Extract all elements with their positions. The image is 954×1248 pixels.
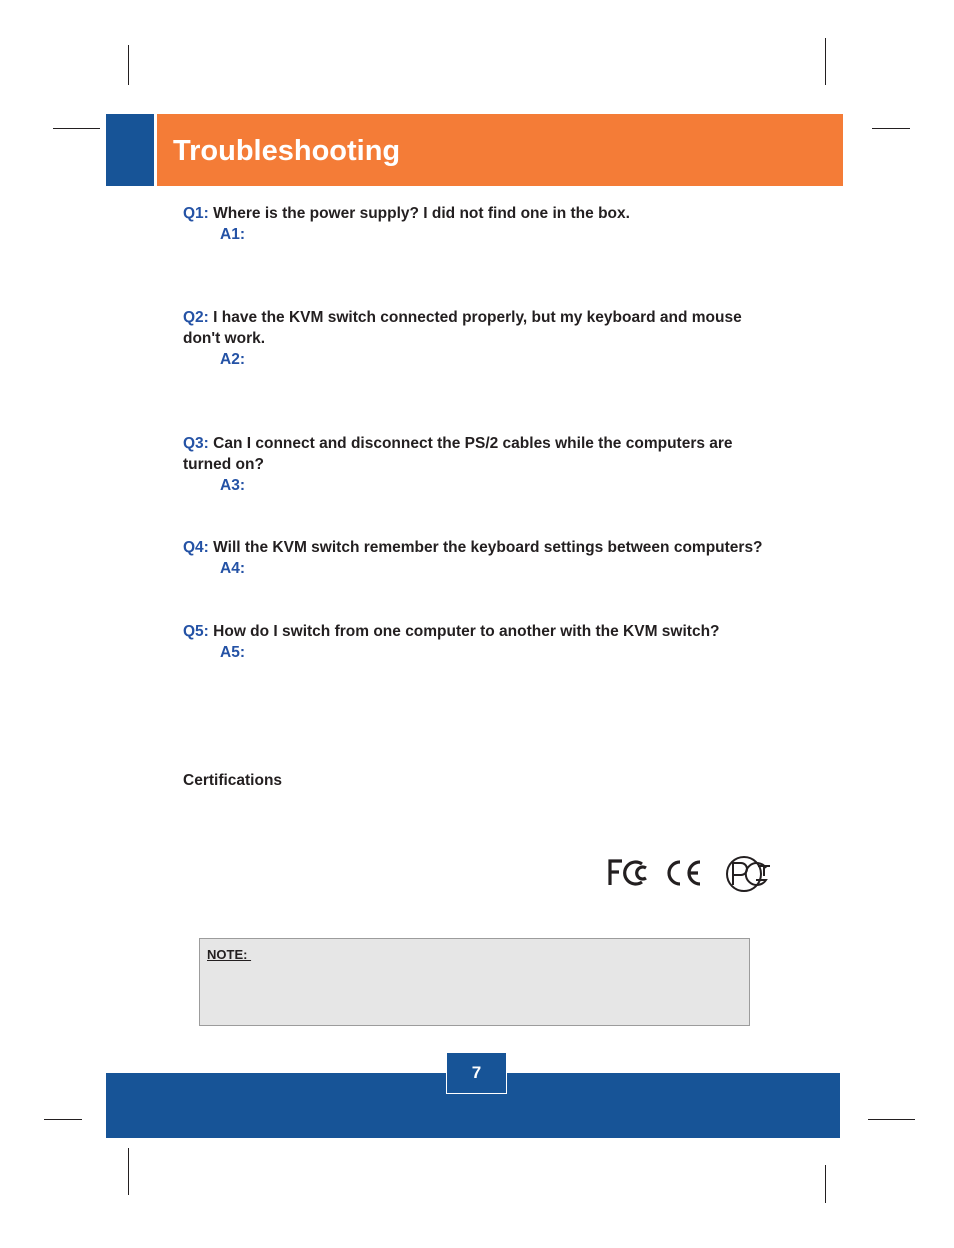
crop-mark — [825, 1165, 826, 1203]
question-label: Q4: — [183, 539, 209, 556]
answer — [183, 642, 783, 663]
crop-mark — [868, 1119, 915, 1120]
answer — [183, 349, 783, 370]
question — [183, 537, 783, 558]
answer-label: A3: — [220, 477, 245, 494]
crop-mark — [128, 1148, 129, 1195]
question-text: How do I switch from one computer to another with the KVM switch? — [213, 623, 720, 640]
crop-mark — [825, 38, 826, 85]
answer-label: A1: — [220, 226, 245, 243]
answer — [183, 224, 783, 245]
header-banner — [157, 114, 843, 186]
question-text: Where is the power supply? I did not find one in the box. — [213, 205, 630, 222]
faq-item-2 — [183, 307, 783, 370]
question-label: Q2: — [183, 309, 209, 326]
question-text: I have the KVM switch connected properly, but my keyboard and mouse don't work. — [183, 309, 742, 347]
certifications-heading: Certifications — [183, 772, 283, 789]
question — [183, 433, 783, 475]
question — [183, 203, 783, 224]
ce-logo — [669, 862, 700, 884]
answer — [183, 475, 783, 496]
pct-logo — [727, 857, 770, 891]
certification-logos — [606, 852, 776, 896]
crop-mark — [128, 45, 129, 85]
page-number: 7 — [446, 1052, 507, 1094]
answer-label: A4: — [220, 560, 245, 577]
note-label: NOTE: — [207, 947, 252, 962]
question-text: Can I connect and disconnect the PS/2 cables while the computers are turned on? — [183, 435, 733, 473]
faq-item-4 — [183, 537, 783, 579]
faq-item-5 — [183, 621, 783, 663]
certification-logos-svg — [606, 852, 776, 896]
answer-label: A5: — [220, 644, 245, 661]
question-label: Q1: — [183, 205, 209, 222]
note-box — [199, 938, 750, 1026]
header-accent-block — [106, 114, 154, 186]
crop-mark — [44, 1119, 82, 1120]
answer — [183, 558, 783, 579]
question-label: Q3: — [183, 435, 209, 452]
question-text: Will the KVM switch remember the keyboard settings between computers? — [213, 539, 763, 556]
faq-item-3 — [183, 433, 783, 496]
fcc-logo — [610, 861, 646, 885]
crop-mark — [872, 128, 910, 129]
crop-mark — [53, 128, 100, 129]
answer-label: A2: — [220, 351, 245, 368]
question — [183, 621, 783, 642]
faq-item-1 — [183, 203, 783, 245]
question-label: Q5: — [183, 623, 209, 640]
page-title: Troubleshooting — [173, 135, 401, 167]
question — [183, 307, 783, 349]
